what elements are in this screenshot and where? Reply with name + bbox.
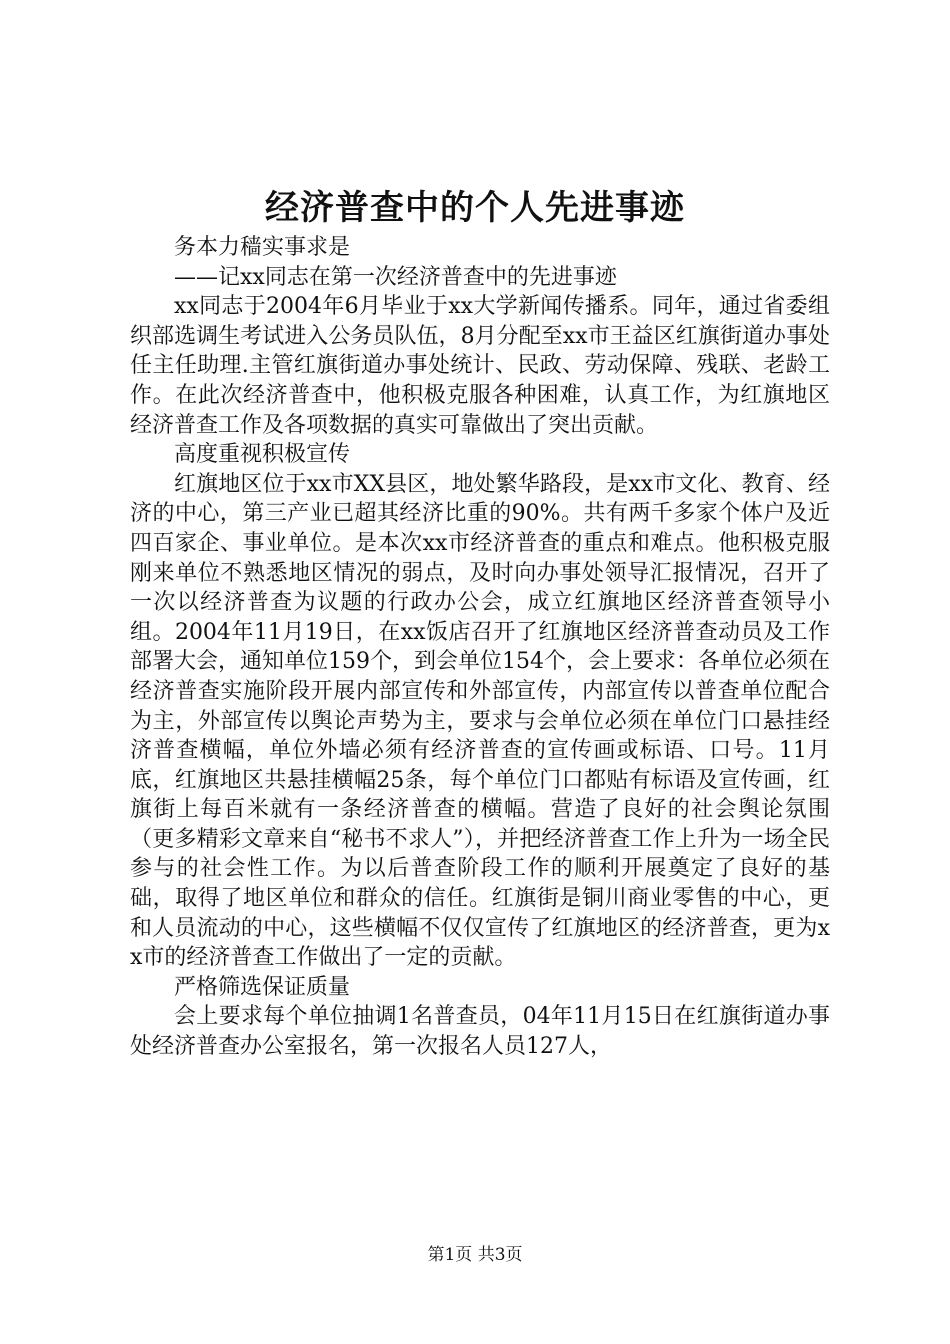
paragraph-quality: 会上要求每个单位抽调1名普查员，04年11月15日在红旗街道办事处经济普查办公室报名，第一次报名人员127人， xyxy=(130,1004,830,1060)
subtitle-dedication: ——记xx同志在第一次经济普查中的先进事迹 xyxy=(174,264,617,290)
paragraph-publicity: 红旗地区位于xx市XX县区，地处繁华路段，是xx市文化、教育、经济的中心，第三产业已超其经济比重的90%。共有两千多家个体户及近四百家企、事业单位。是本次xx市经济普查的重点和难点。他积极克服刚来单位不熟悉地区情况的弱点，及时向办事处领导汇报情况，召开了一次以经济普查为议题的行政办公会，成立红旗地区经济普查领导小组。2004年11月19日，在xx饭店召开了红旗地区经济普查动员及工作部署大会，通知单位159个，到会单位154个，会上要求：各单位必须在经济普查实施阶段开展内部宣传和外部宣传，内部宣传以普查单位配合为主，外部宣传以舆论声势为主，要求与会单位必须在单位门口悬挂经济普查横幅，单位外墙必须有经济普查的宣传画或标语、口号。11月底，红旗地区共悬挂横幅25条，每个单位门口都贴有标语及宣传画，红旗街上每百米就有一条经济普查的横幅。营造了良好的社会舆论氛围（更多精彩文章来自“秘书不求人”），并把经济普查工作上升为一场全民参与的社会性工作。为以后普查阶段工作的顺利开展奠定了良好的基础，取得了地区单位和群众的信任。红旗街是铜川商业零售的中心，更和人员流动的中心，这些横幅不仅仅宣传了红旗地区的经济普查，更为xx市的经济普查工作做出了一定的贡献。 xyxy=(130,471,830,971)
subtitle-line: 务本力穑实事求是 xyxy=(174,235,351,260)
section-heading-quality: 严格筛选保证质量 xyxy=(174,974,351,1000)
paragraph-intro: xx同志于2004年6月毕业于xx大学新闻传播系。同年，通过省委组织部选调生考试进入公务员队伍，8月分配至xx市王益区红旗街道办事处任主任助理.主管红旗街道办事处统计、民政、劳动保障、残联、老龄工作。在此次经济普查中，他积极克服各种困难，认真工作，为红旗地区经济普查工作及各项数据的真实可靠做出了突出贡献。 xyxy=(130,294,830,438)
document-title: 经济普查中的个人先进事迹 xyxy=(265,188,685,228)
document-body xyxy=(130,233,830,1062)
page-number-footer: 第1页 共3页 xyxy=(427,1245,523,1265)
section-heading-publicity: 高度重视积极宣传 xyxy=(174,442,351,468)
